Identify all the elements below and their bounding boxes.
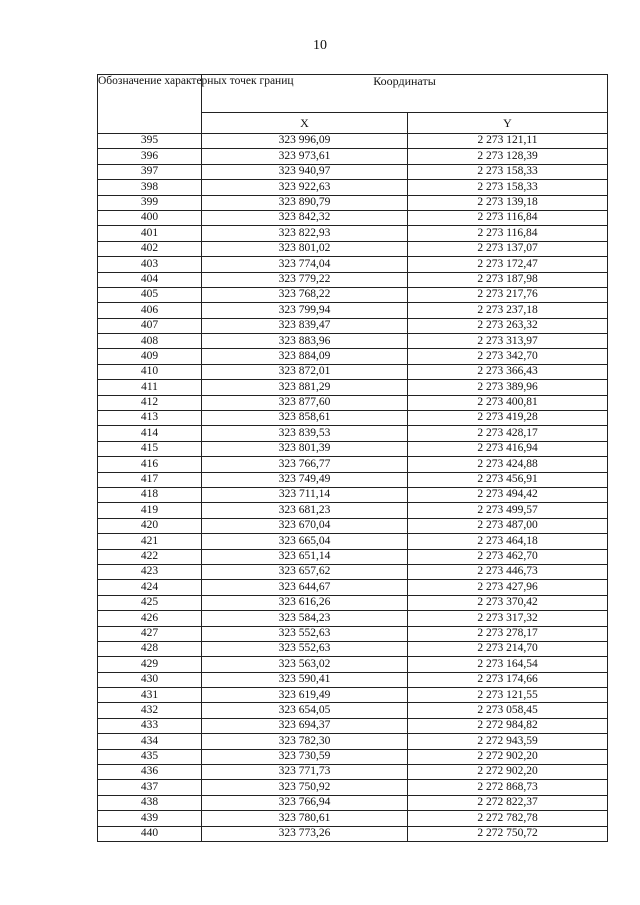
y-coordinate-cell: 2 273 366,43 [408, 364, 608, 379]
x-coordinate-cell: 323 973,61 [202, 149, 408, 164]
y-coordinate-cell: 2 272 822,37 [408, 795, 608, 810]
table-row [98, 672, 608, 687]
point-number-cell: 413 [98, 411, 202, 426]
point-number-cell: 434 [98, 734, 202, 749]
table-row [98, 580, 608, 595]
table-row [98, 626, 608, 641]
x-coordinate-cell: 323 780,61 [202, 811, 408, 826]
y-coordinate-cell: 2 273 217,76 [408, 287, 608, 302]
y-coordinate-cell: 2 273 137,07 [408, 241, 608, 256]
point-number-cell: 417 [98, 472, 202, 487]
coordinates-header: Координаты [202, 75, 608, 113]
table-row [98, 334, 608, 349]
x-coordinate-cell: 323 654,05 [202, 703, 408, 718]
table-row [98, 503, 608, 518]
x-coordinate-cell: 323 877,60 [202, 395, 408, 410]
table-row [98, 811, 608, 826]
point-designation-header: Обозначение характерных точек границ [98, 75, 202, 134]
x-coordinate-cell: 323 801,39 [202, 441, 408, 456]
x-coordinate-cell: 323 890,79 [202, 195, 408, 210]
y-coordinate-cell: 2 273 172,47 [408, 257, 608, 272]
table-row [98, 549, 608, 564]
x-coordinate-cell: 323 801,02 [202, 241, 408, 256]
x-coordinate-cell: 323 779,22 [202, 272, 408, 287]
y-coordinate-cell: 2 273 317,32 [408, 611, 608, 626]
point-number-cell: 396 [98, 149, 202, 164]
y-coordinate-cell: 2 273 278,17 [408, 626, 608, 641]
table-row [98, 718, 608, 733]
y-coordinate-cell: 2 273 462,70 [408, 549, 608, 564]
table-row [98, 765, 608, 780]
x-coordinate-cell: 323 773,26 [202, 826, 408, 841]
y-coordinate-cell: 2 273 424,88 [408, 457, 608, 472]
table-row [98, 303, 608, 318]
table-row [98, 134, 608, 149]
table-row [98, 380, 608, 395]
y-coordinate-cell: 2 273 499,57 [408, 503, 608, 518]
x-coordinate-cell: 323 771,73 [202, 765, 408, 780]
y-coordinate-cell: 2 273 128,39 [408, 149, 608, 164]
y-coordinate-cell: 2 273 116,84 [408, 210, 608, 225]
y-coordinate-cell: 2 273 487,00 [408, 518, 608, 533]
x-coordinate-cell: 323 881,29 [202, 380, 408, 395]
point-number-cell: 410 [98, 364, 202, 379]
table-row [98, 210, 608, 225]
y-coordinate-cell: 2 273 389,96 [408, 380, 608, 395]
x-coordinate-cell: 323 884,09 [202, 349, 408, 364]
x-coordinate-cell: 323 619,49 [202, 688, 408, 703]
y-coordinate-cell: 2 272 868,73 [408, 780, 608, 795]
point-number-cell: 407 [98, 318, 202, 333]
y-coordinate-cell: 2 273 370,42 [408, 595, 608, 610]
table-row [98, 195, 608, 210]
point-number-cell: 399 [98, 195, 202, 210]
x-coordinate-cell: 323 616,26 [202, 595, 408, 610]
table-row [98, 318, 608, 333]
table-row [98, 688, 608, 703]
table-row [98, 364, 608, 379]
point-number-cell: 421 [98, 534, 202, 549]
coordinates-table [97, 74, 608, 842]
x-coordinate-cell: 323 822,93 [202, 226, 408, 241]
y-coordinate-cell: 2 273 116,84 [408, 226, 608, 241]
x-coordinate-cell: 323 782,30 [202, 734, 408, 749]
y-coordinate-cell: 2 273 313,97 [408, 334, 608, 349]
table-row [98, 749, 608, 764]
table-row [98, 534, 608, 549]
y-coordinate-cell: 2 273 428,17 [408, 426, 608, 441]
table-row [98, 272, 608, 287]
x-coordinate-cell: 323 839,53 [202, 426, 408, 441]
point-number-cell: 436 [98, 765, 202, 780]
x-coordinate-cell: 323 657,62 [202, 564, 408, 579]
table-row [98, 164, 608, 179]
point-number-cell: 400 [98, 210, 202, 225]
y-coordinate-cell: 2 272 782,78 [408, 811, 608, 826]
point-number-cell: 418 [98, 487, 202, 502]
y-coordinate-cell: 2 273 158,33 [408, 164, 608, 179]
table-row [98, 441, 608, 456]
x-coordinate-cell: 323 768,22 [202, 287, 408, 302]
y-coordinate-cell: 2 272 902,20 [408, 765, 608, 780]
y-coordinate-cell: 2 272 984,82 [408, 718, 608, 733]
point-number-cell: 419 [98, 503, 202, 518]
x-coordinate-cell: 323 842,32 [202, 210, 408, 225]
table-row [98, 826, 608, 841]
x-coordinate-cell: 323 694,37 [202, 718, 408, 733]
point-number-cell: 438 [98, 795, 202, 810]
point-number-cell: 405 [98, 287, 202, 302]
point-number-cell: 439 [98, 811, 202, 826]
point-number-cell: 424 [98, 580, 202, 595]
y-coordinate-cell: 2 273 174,66 [408, 672, 608, 687]
x-coordinate-cell: 323 552,63 [202, 626, 408, 641]
table-row [98, 703, 608, 718]
point-number-cell: 404 [98, 272, 202, 287]
y-coordinate-cell: 2 273 342,70 [408, 349, 608, 364]
table-row [98, 795, 608, 810]
table-row [98, 611, 608, 626]
y-coordinate-cell: 2 273 158,33 [408, 180, 608, 195]
table-row [98, 426, 608, 441]
table-row [98, 241, 608, 256]
table-row [98, 641, 608, 656]
table-row [98, 411, 608, 426]
x-coordinate-cell: 323 730,59 [202, 749, 408, 764]
point-number-cell: 412 [98, 395, 202, 410]
point-number-cell: 430 [98, 672, 202, 687]
x-coordinate-cell: 323 711,14 [202, 487, 408, 502]
point-number-cell: 416 [98, 457, 202, 472]
y-coordinate-cell: 2 273 400,81 [408, 395, 608, 410]
table-row [98, 457, 608, 472]
point-number-cell: 429 [98, 657, 202, 672]
x-coordinate-cell: 323 644,67 [202, 580, 408, 595]
table-row [98, 257, 608, 272]
x-coordinate-cell: 323 681,23 [202, 503, 408, 518]
point-number-cell: 433 [98, 718, 202, 733]
table-row [98, 472, 608, 487]
x-coordinate-cell: 323 563,02 [202, 657, 408, 672]
table-row [98, 149, 608, 164]
table-row [98, 487, 608, 502]
point-number-cell: 398 [98, 180, 202, 195]
table-row [98, 657, 608, 672]
x-coordinate-cell: 323 750,92 [202, 780, 408, 795]
point-number-cell: 414 [98, 426, 202, 441]
y-coordinate-cell: 2 273 121,11 [408, 134, 608, 149]
y-coordinate-cell: 2 273 263,32 [408, 318, 608, 333]
point-number-cell: 397 [98, 164, 202, 179]
point-number-cell: 420 [98, 518, 202, 533]
table-row [98, 395, 608, 410]
y-coordinate-cell: 2 273 237,18 [408, 303, 608, 318]
x-coordinate-cell: 323 766,94 [202, 795, 408, 810]
y-coordinate-cell: 2 273 464,18 [408, 534, 608, 549]
table-row [98, 595, 608, 610]
point-number-cell: 425 [98, 595, 202, 610]
x-coordinate-cell: 323 858,61 [202, 411, 408, 426]
y-coordinate-cell: 2 273 419,28 [408, 411, 608, 426]
x-coordinate-cell: 323 883,96 [202, 334, 408, 349]
table-row [98, 518, 608, 533]
point-number-cell: 411 [98, 380, 202, 395]
table-row [98, 287, 608, 302]
y-coordinate-cell: 2 272 750,72 [408, 826, 608, 841]
x-coordinate-cell: 323 940,97 [202, 164, 408, 179]
point-number-cell: 406 [98, 303, 202, 318]
y-coordinate-cell: 2 273 164,54 [408, 657, 608, 672]
point-number-cell: 431 [98, 688, 202, 703]
point-number-cell: 409 [98, 349, 202, 364]
point-number-cell: 422 [98, 549, 202, 564]
y-coordinate-cell: 2 273 456,91 [408, 472, 608, 487]
y-coordinate-cell: 2 273 121,55 [408, 688, 608, 703]
y-coordinate-cell: 2 273 446,73 [408, 564, 608, 579]
x-coordinate-cell: 323 670,04 [202, 518, 408, 533]
y-coordinate-cell: 2 273 214,70 [408, 641, 608, 656]
x-coordinate-cell: 323 590,41 [202, 672, 408, 687]
point-number-cell: 402 [98, 241, 202, 256]
y-coordinate-cell: 2 273 494,42 [408, 487, 608, 502]
point-number-cell: 408 [98, 334, 202, 349]
y-coordinate-cell: 2 273 427,96 [408, 580, 608, 595]
table-row [98, 226, 608, 241]
point-number-cell: 435 [98, 749, 202, 764]
x-coordinate-cell: 323 552,63 [202, 641, 408, 656]
table-row [98, 349, 608, 364]
y-coordinate-cell: 2 273 187,98 [408, 272, 608, 287]
table-header [98, 75, 608, 134]
y-coordinate-cell: 2 272 902,20 [408, 749, 608, 764]
x-coordinate-cell: 323 665,04 [202, 534, 408, 549]
point-number-cell: 415 [98, 441, 202, 456]
point-number-cell: 432 [98, 703, 202, 718]
page-number: 10 [313, 38, 327, 53]
point-number-cell: 427 [98, 626, 202, 641]
x-coordinate-cell: 323 766,77 [202, 457, 408, 472]
x-coordinate-cell: 323 799,94 [202, 303, 408, 318]
x-coordinate-cell: 323 922,63 [202, 180, 408, 195]
table-row [98, 180, 608, 195]
table-row [98, 734, 608, 749]
x-coordinate-cell: 323 872,01 [202, 364, 408, 379]
point-number-cell: 428 [98, 641, 202, 656]
y-coordinate-cell: 2 273 139,18 [408, 195, 608, 210]
x-coordinate-cell: 323 584,23 [202, 611, 408, 626]
y-coordinate-cell: 2 272 943,59 [408, 734, 608, 749]
x-coordinate-cell: 323 774,04 [202, 257, 408, 272]
x-coordinate-cell: 323 996,09 [202, 134, 408, 149]
table-row [98, 564, 608, 579]
y-coordinate-cell: 2 273 058,45 [408, 703, 608, 718]
point-number-cell: 401 [98, 226, 202, 241]
y-coordinate-cell: 2 273 416,94 [408, 441, 608, 456]
point-number-cell: 440 [98, 826, 202, 841]
x-coordinate-cell: 323 749,49 [202, 472, 408, 487]
point-number-cell: 437 [98, 780, 202, 795]
point-number-cell: 423 [98, 564, 202, 579]
table-body [98, 134, 608, 842]
y-column-header: Y [408, 113, 608, 134]
x-coordinate-cell: 323 651,14 [202, 549, 408, 564]
x-coordinate-cell: 323 839,47 [202, 318, 408, 333]
x-column-header: X [202, 113, 408, 134]
point-number-cell: 395 [98, 134, 202, 149]
point-number-cell: 426 [98, 611, 202, 626]
table-row [98, 780, 608, 795]
point-number-cell: 403 [98, 257, 202, 272]
